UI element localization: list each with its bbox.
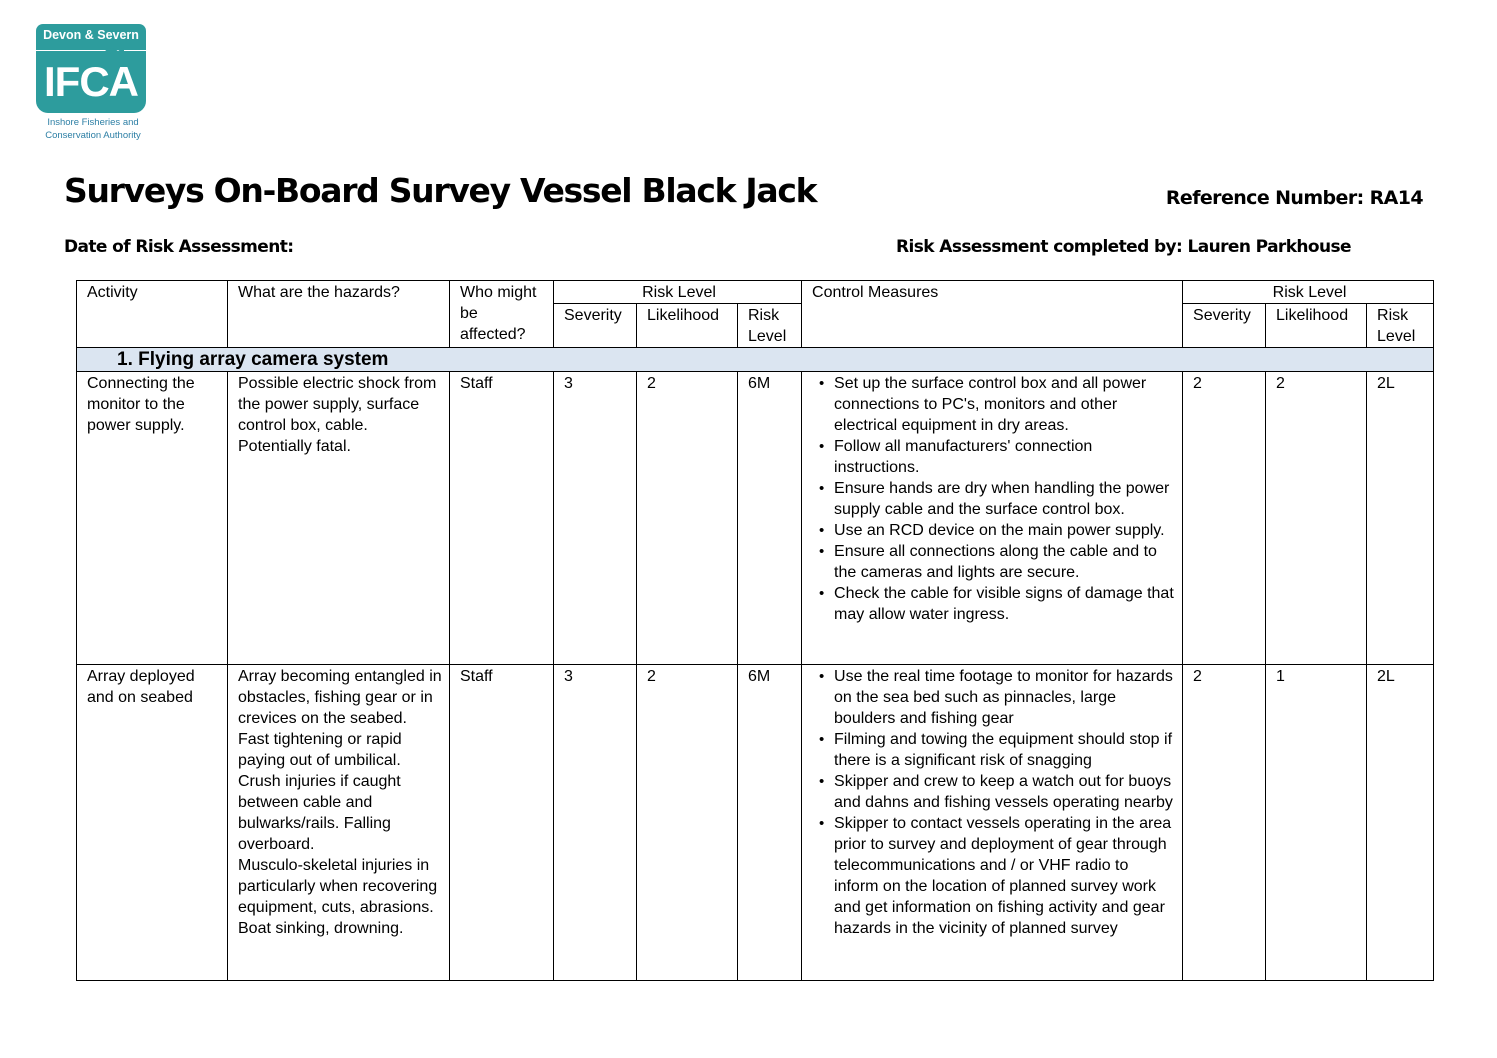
cell-risk-level: 6M (738, 665, 802, 981)
cell-hazards: Array becoming entangled in obstacles, fishing gear or in crevices on the seabed. Fast tightening or rapid paying out of umbilical. Crush injuries if caught between cable and bulwarks/rails. Falling overboard. Musculo-skeletal injuries in particularly when recovering equipment, cuts, abrasions. Boat sinking, drowning. (228, 665, 450, 981)
list-item: • Follow all manufacturers' connection instructions. (825, 436, 1175, 478)
completed-by: Risk Assessment completed by: Lauren Parkhouse (896, 237, 1351, 257)
section-row (77, 348, 1434, 372)
header-risk-level: Risk Level (738, 304, 802, 348)
cell-activity: Connecting the monitor to the power supply. (77, 372, 228, 665)
header-risk-level-group: Risk Level (554, 281, 802, 304)
logo-subtitle-line1: Inshore Fisheries and (47, 117, 139, 128)
logo-acronym: IFCA (36, 51, 146, 113)
header-who-affected: Who might be affected? (450, 281, 554, 348)
list-item: • Set up the surface control box and all power connections to PC's, monitors and other electrical equipment in dry areas. (825, 373, 1175, 436)
cell-likelihood-after: 1 (1266, 665, 1367, 981)
risk-assessment-table (76, 280, 1434, 981)
list-item: • Use the real time footage to monitor for hazards on the sea bed such as pinnacles, large boulders and fishing gear (825, 666, 1175, 729)
header-risk-level-group-after: Risk Level (1183, 281, 1434, 304)
header-likelihood: Likelihood (637, 304, 738, 348)
fish-icon (104, 46, 126, 56)
cell-activity: Array deployed and on seabed (77, 665, 228, 981)
logo-org-name: Devon & Severn (36, 24, 146, 50)
cell-hazards: Possible electric shock from the power supply, surface control box, cable. Potentially fatal. (228, 372, 450, 665)
date-of-assessment-label: Date of Risk Assessment: (64, 237, 294, 257)
header-likelihood-after: Likelihood (1266, 304, 1367, 348)
list-item: • Check the cable for visible signs of damage that may allow water ingress. (825, 583, 1175, 625)
header-risk-level-after: Risk Level (1367, 304, 1434, 348)
cell-severity: 3 (554, 372, 637, 665)
header-activity: Activity (77, 281, 228, 348)
cell-who: Staff (450, 372, 554, 665)
header-control-measures: Control Measures (802, 281, 1183, 348)
cell-control-measures (802, 372, 1183, 665)
header-row (77, 281, 1434, 304)
header-severity: Severity (554, 304, 637, 348)
list-item: • Use an RCD device on the main power supply. (825, 520, 1175, 541)
list-item: • Skipper and crew to keep a watch out for buoys and dahns and fishing vessels operating nearby (825, 771, 1175, 813)
list-item: • Filming and towing the equipment should stop if there is a significant risk of snagging (825, 729, 1175, 771)
cell-likelihood: 2 (637, 665, 738, 981)
table-row (77, 372, 1434, 665)
logo-subtitle (33, 116, 153, 142)
cell-likelihood: 2 (637, 372, 738, 665)
cell-severity-after: 2 (1183, 665, 1266, 981)
cell-risk-level-after: 2L (1367, 665, 1434, 981)
cell-risk-level: 6M (738, 372, 802, 665)
cell-likelihood-after: 2 (1266, 372, 1367, 665)
header-severity-after: Severity (1183, 304, 1266, 348)
list-item: • Ensure all connections along the cable and to the cameras and lights are secure. (825, 541, 1175, 583)
list-item: • Skipper to contact vessels operating in the area prior to survey and deployment of gear through telecommunications and / or VHF radio to inform on the location of planned survey work and get information on fishing activity and gear hazards in the vicinity of planned survey (825, 813, 1175, 939)
list-item: • Ensure hands are dry when handling the power supply cable and the surface control box. (825, 478, 1175, 520)
section-title: 1. Flying array camera system (77, 348, 1434, 372)
logo-subtitle-line2: Conservation Authority (45, 130, 141, 141)
cell-who: Staff (450, 665, 554, 981)
ifca-logo (33, 24, 153, 144)
header-hazards: What are the hazards? (228, 281, 450, 348)
cell-control-measures (802, 665, 1183, 981)
control-measures-list (812, 373, 1175, 625)
cell-severity: 3 (554, 665, 637, 981)
reference-number: Reference Number: RA14 (1165, 187, 1423, 209)
cell-risk-level-after: 2L (1367, 372, 1434, 665)
cell-severity-after: 2 (1183, 372, 1266, 665)
table-row (77, 665, 1434, 981)
document-title: Surveys On-Board Survey Vessel Black Jack (64, 171, 817, 210)
control-measures-list (812, 666, 1175, 939)
